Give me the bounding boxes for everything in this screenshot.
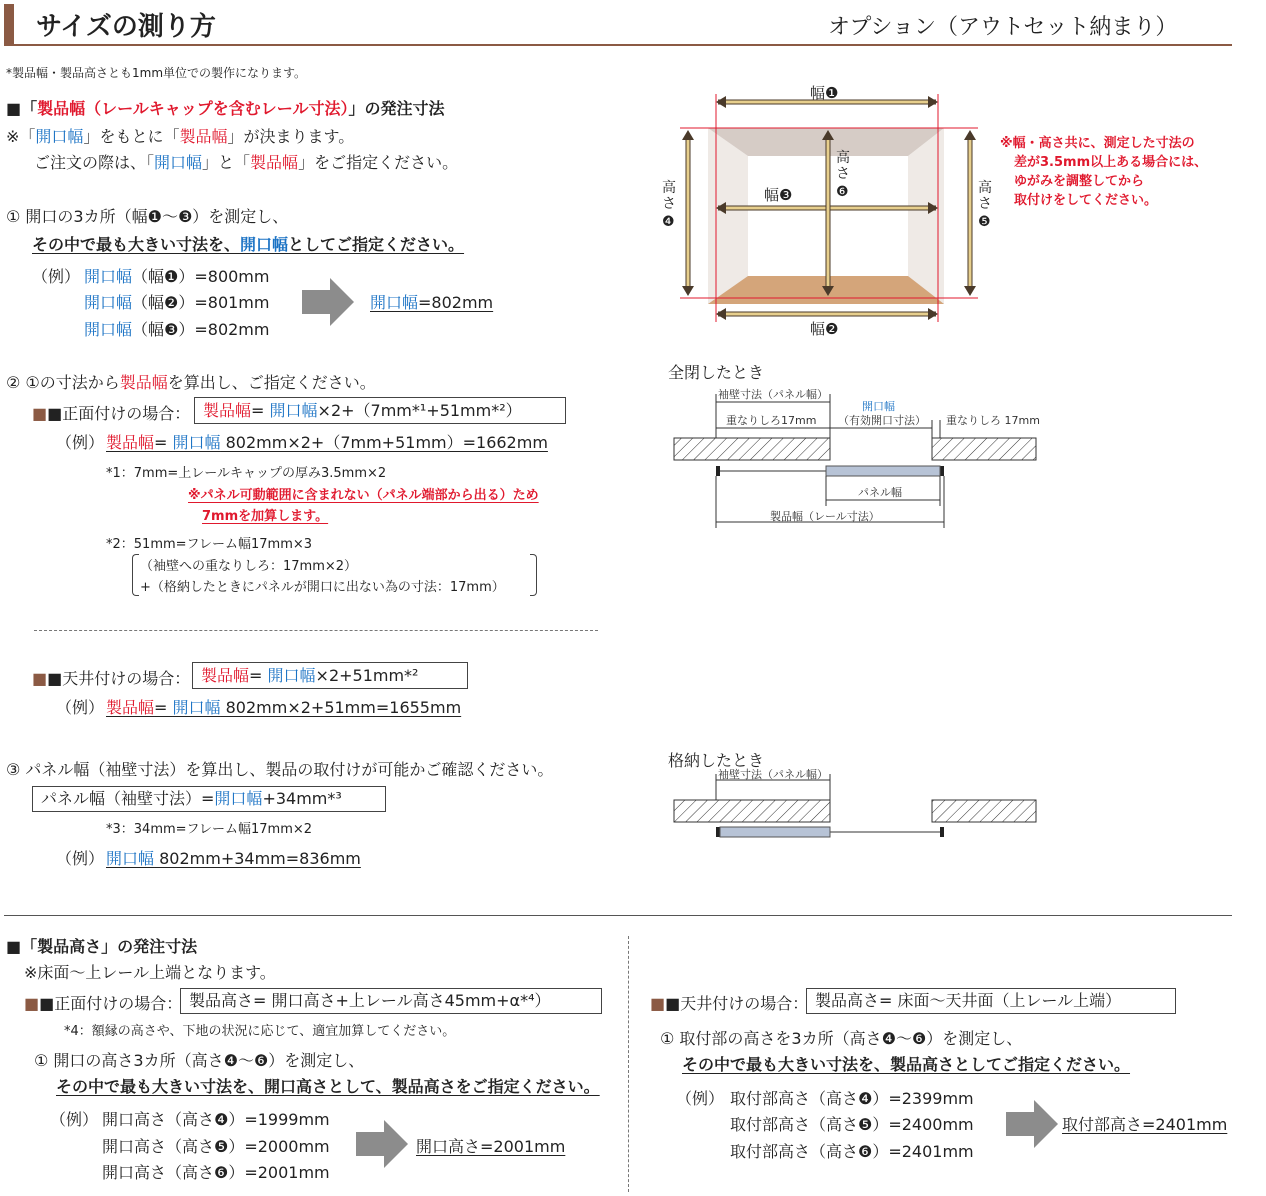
- l1b: 開口幅: [35, 127, 84, 146]
- l2d: 製品幅: [250, 153, 299, 172]
- stored-title: 格納したとき: [668, 751, 765, 770]
- cfa: 製品幅: [201, 666, 250, 685]
- note2-b: +（格納したときにパネルが開口に出ない為の寸法：17mm）: [140, 580, 505, 595]
- ex1r1b: （幅❶）=800mm: [132, 267, 270, 286]
- width-line2: [34, 150, 458, 173]
- ex1-result: [370, 290, 493, 313]
- l1c: 」をもとに「: [83, 127, 180, 146]
- closed-overlap-l: 重なりしろ17mm: [726, 414, 817, 427]
- panel-example: [106, 846, 361, 869]
- w2-label: 幅❷: [810, 320, 839, 338]
- panel-formula-box: [32, 786, 386, 812]
- front-formula-box: [194, 397, 566, 424]
- height-ceil-ex-1: 取付部高さ（高さ❹）=2399mm: [730, 1089, 974, 1108]
- closed-overlap-r: 重なりしろ 17mm: [946, 414, 1040, 427]
- height-front-box: 製品高さ= 開口高さ+上レール高さ45mm+α*⁴）: [180, 988, 602, 1014]
- separator-dashed: [34, 630, 598, 631]
- hcl-text: ■天井付けの場合：: [665, 994, 809, 1013]
- ex4-label: （例）: [56, 849, 105, 868]
- l1d: 製品幅: [179, 127, 228, 146]
- ceil-formula-box: [192, 662, 468, 689]
- cfd: ×2+51mm*²: [315, 666, 419, 685]
- height-step-a: ① 開口の高さ3カ所（高さ❹〜❻）を測定し、: [34, 1051, 365, 1070]
- height-divider: [628, 936, 629, 1192]
- closed-product: 製品幅（レール寸法）: [770, 510, 880, 523]
- ex1r2b: （幅❷）=801mm: [132, 293, 270, 312]
- hfl-text: ■正面付けの場合：: [39, 994, 183, 1013]
- l1e: 」が決まります。: [227, 127, 355, 146]
- height-ceil-step-a: ① 取付部の高さを3カ所（高さ❹〜❻）を測定し、: [660, 1029, 1023, 1048]
- height-heading: ■「製品高さ」の発注寸法: [6, 937, 198, 956]
- warn-2: 差が3.5mm以上ある場合には、: [1014, 155, 1208, 170]
- height-ceil-box: 製品高さ= 床面〜天井面（上レール上端）: [806, 988, 1176, 1014]
- height-ceil-ex-3: 取付部高さ（高さ❻）=2401mm: [730, 1142, 974, 1161]
- pfa: パネル幅（袖壁寸法）=: [41, 789, 215, 808]
- ex2-label: （例）: [56, 433, 105, 452]
- ffd: ×2+（7mm*¹+51mm*²）: [317, 401, 522, 420]
- stored-sode: 袖壁寸法（パネル幅）: [718, 768, 828, 781]
- s2pre: ② ①の寸法から: [6, 373, 120, 392]
- h6-c: ❻: [836, 184, 849, 200]
- cec: 開口幅: [172, 698, 221, 717]
- ex1-row-2: [84, 290, 269, 313]
- ceil-label-text: ■天井付けの場合：: [47, 669, 191, 688]
- s1b: その中で最も大きい寸法を、: [32, 235, 241, 254]
- header-rule: [4, 44, 1232, 46]
- ex1r1a: 開口幅: [84, 267, 133, 286]
- w1-label: 幅❶: [810, 84, 839, 102]
- step1-line-a: ① 開口の3カ所（幅❶〜❸）を測定し、: [6, 207, 289, 226]
- height-rule: [4, 915, 1232, 916]
- closed-diagram: [660, 380, 1050, 530]
- note2: *2：51mm=フレーム幅17mm×3: [106, 537, 313, 552]
- closed-title: 全閉したとき: [668, 363, 765, 382]
- ffa: 製品幅: [203, 401, 252, 420]
- height-result: 開口高さ=2001mm: [416, 1137, 566, 1156]
- note2-bracket-left: [132, 554, 139, 596]
- ex1-row-3: [84, 317, 269, 340]
- pfc: +34mm*³: [262, 789, 342, 808]
- opening-diagram: [660, 80, 1060, 340]
- peb: 802mm+34mm=836mm: [154, 849, 361, 868]
- right-arrow-icon: [1006, 1100, 1060, 1150]
- cea: 製品幅: [106, 698, 155, 717]
- h6-a: 高: [836, 150, 850, 166]
- ex1ra: 開口幅: [370, 293, 419, 312]
- width-line1: [6, 124, 354, 147]
- square-icon: ■: [24, 994, 40, 1013]
- ceil-example: [106, 695, 461, 718]
- height-front-label: [24, 991, 182, 1014]
- page-title: サイズの測り方: [36, 12, 216, 42]
- step3: ③ パネル幅（袖壁寸法）を算出し、製品の取付けが可能かご確認ください。: [6, 760, 554, 779]
- height-ex-label: （例）: [50, 1110, 99, 1129]
- height-note: ※床面〜上レール上端となります。: [24, 963, 276, 982]
- width-heading-pre: ■「: [6, 99, 38, 118]
- step1-line-b: [32, 232, 464, 255]
- h4-c: ❹: [662, 214, 675, 230]
- square-icon: ■: [650, 994, 666, 1013]
- width-heading-red: 製品幅（レールキャップを含むレール寸法）: [37, 99, 349, 118]
- stored-diagram: [660, 768, 1050, 848]
- height-ceil-ex-label: （例）: [676, 1089, 725, 1108]
- l2c: 」と「: [202, 153, 251, 172]
- page-subtitle: オプション（アウトセット納まり）: [828, 15, 1178, 40]
- step2: [6, 370, 376, 393]
- w3-label: 幅❸: [764, 186, 793, 204]
- fec: 開口幅: [172, 433, 221, 452]
- width-heading-post: 」の発注寸法: [348, 99, 445, 118]
- front-example: [106, 430, 548, 453]
- s1c: 開口幅: [240, 235, 289, 254]
- right-arrow-icon: [356, 1120, 410, 1170]
- front-label: [32, 401, 190, 424]
- note1-red2: 7mmを加算します。: [202, 509, 329, 524]
- height-ex-3: 開口高さ（高さ❻）=2001mm: [102, 1163, 330, 1182]
- height-ceil-result: 取付部高さ=2401mm: [1062, 1115, 1228, 1134]
- square-icon: ■: [32, 404, 48, 423]
- note2-a: （袖壁への重なりしろ：17mm×2）: [140, 559, 358, 574]
- width-heading: [6, 96, 445, 119]
- header-bar: [4, 4, 14, 44]
- closed-panel: パネル幅: [858, 486, 902, 499]
- h6-b: さ: [836, 166, 850, 182]
- s1d: としてご指定ください。: [288, 235, 465, 254]
- ceb: =: [154, 698, 173, 717]
- l2e: 」をご指定ください。: [298, 153, 459, 172]
- fed: 802mm×2+（7mm+51mm）=1662mm: [220, 433, 548, 452]
- ex1r3a: 開口幅: [84, 320, 133, 339]
- fea: 製品幅: [106, 433, 155, 452]
- l2b: 開口幅: [154, 153, 203, 172]
- note1-red1: ※パネル可動範囲に含まれない（パネル端部から出る）ため: [188, 488, 539, 503]
- cfb: =: [249, 666, 268, 685]
- ceil-label: [32, 666, 190, 689]
- l1a: ※「: [6, 127, 36, 146]
- height-ex-2: 開口高さ（高さ❺）=2000mm: [102, 1137, 330, 1156]
- ex3-label: （例）: [56, 698, 105, 717]
- ex1-row-1: [84, 264, 269, 287]
- height-ceil-label: [650, 991, 808, 1014]
- note3: *3：34mm=フレーム幅17mm×2: [106, 822, 313, 837]
- warn-3: ゆがみを調整してから: [1014, 174, 1145, 189]
- feb: =: [154, 433, 173, 452]
- ex1-label: （例）: [32, 267, 81, 286]
- note-top: *製品幅・製品高さとも1mm単位での製作になります。: [6, 66, 307, 80]
- h5-a: 高: [978, 180, 992, 196]
- front-label-text: ■正面付けの場合：: [47, 404, 191, 423]
- ffb: =: [251, 401, 270, 420]
- closed-sode: 袖壁寸法（パネル幅）: [718, 388, 828, 401]
- s2post: を算出し、ご指定ください。: [167, 373, 376, 392]
- ex1r3b: （幅❸）=802mm: [132, 320, 270, 339]
- square-icon: ■: [32, 669, 48, 688]
- pea: 開口幅: [106, 849, 155, 868]
- warn-1: ※幅・高さ共に、測定した寸法の: [1000, 136, 1195, 151]
- note2-bracket-right: [530, 554, 537, 596]
- ex1rb: =802mm: [418, 293, 494, 312]
- s2red: 製品幅: [119, 373, 168, 392]
- warn-4: 取付けをしてください。: [1014, 193, 1158, 208]
- h5-b: さ: [978, 196, 992, 212]
- closed-yuko: （有効開口寸法）: [838, 414, 926, 427]
- height-ceil-ex-2: 取付部高さ（高さ❺）=2400mm: [730, 1115, 974, 1134]
- h4-b: さ: [662, 196, 676, 212]
- cfc: 開口幅: [267, 666, 316, 685]
- height-step-b: その中で最も大きい寸法を、開口高さとして、製品高さをご指定ください。: [56, 1077, 600, 1096]
- right-arrow-icon: [302, 278, 356, 328]
- l2a: ご注文の際は、「: [34, 153, 155, 172]
- height-ex-1: 開口高さ（高さ❹）=1999mm: [102, 1110, 330, 1129]
- pfb: 開口幅: [214, 789, 263, 808]
- closed-kaiko: 開口幅: [862, 400, 895, 413]
- ex1r2a: 開口幅: [84, 293, 133, 312]
- h5-c: ❺: [978, 214, 991, 230]
- height-ceil-step-b: その中で最も大きい寸法を、製品高さとしてご指定ください。: [682, 1055, 1131, 1074]
- ffc: 開口幅: [269, 401, 318, 420]
- h4-a: 高: [662, 180, 676, 196]
- note4: *4：額縁の高さや、下地の状況に応じて、適宜加算してください。: [64, 1024, 456, 1039]
- ced: 802mm×2+51mm=1655mm: [220, 698, 462, 717]
- note1: *1：7mm=上レールキャップの厚み3.5mm×2: [106, 466, 387, 481]
